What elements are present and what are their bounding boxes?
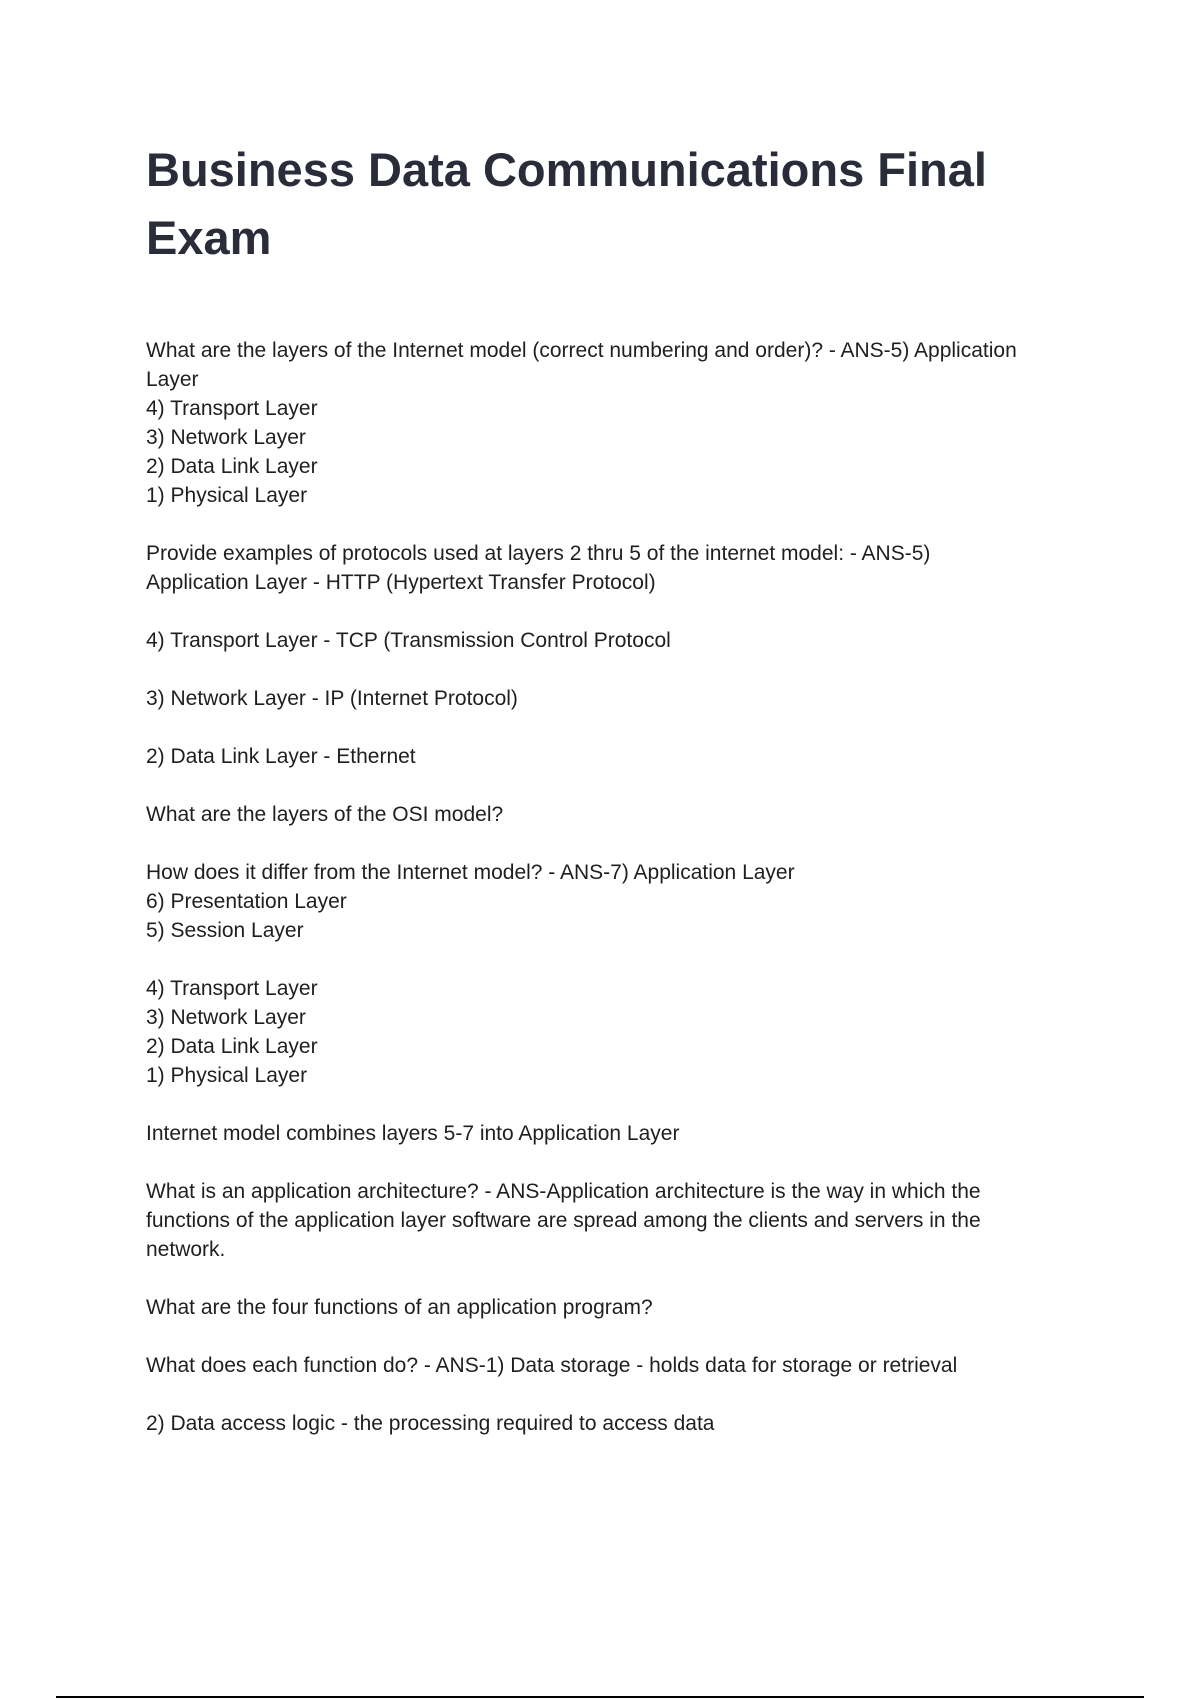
text-line: 3) Network Layer bbox=[146, 1006, 306, 1029]
text-line: What are the layers of the OSI model? bbox=[146, 803, 504, 826]
question-four-functions bbox=[146, 1293, 1076, 1322]
text-line: 2) Data Link Layer bbox=[146, 1035, 318, 1058]
text-line: network. bbox=[146, 1238, 226, 1261]
text-line: 2) Data Link Layer bbox=[146, 455, 318, 478]
text-line: 4) Transport Layer bbox=[146, 977, 318, 1000]
text-line: Layer bbox=[146, 368, 199, 391]
answer-data-access-logic bbox=[146, 1409, 1076, 1438]
text-line: 2) Data access logic - the processing required to access data bbox=[146, 1412, 715, 1435]
qa-application-architecture bbox=[146, 1177, 1076, 1264]
text-line: What does each function do? - ANS-1) Data storage - holds data for storage or retrieval bbox=[146, 1354, 958, 1377]
text-line: What are the four functions of an application program? bbox=[146, 1296, 653, 1319]
text-line: Application Layer - HTTP (Hypertext Transfer Protocol) bbox=[146, 571, 656, 594]
text-line: 4) Transport Layer - TCP (Transmission Control Protocol bbox=[146, 629, 671, 652]
text-line: functions of the application layer software are spread among the clients and servers in the bbox=[146, 1209, 981, 1232]
text-line: 4) Transport Layer bbox=[146, 397, 318, 420]
qa-protocol-examples bbox=[146, 539, 1076, 597]
text-line: 1) Physical Layer bbox=[146, 484, 308, 507]
text-line: What are the layers of the Internet model (correct numbering and order)? - ANS-5) Application bbox=[146, 339, 1017, 362]
text-line: 3) Network Layer - IP (Internet Protocol) bbox=[146, 687, 518, 710]
text-line: 6) Presentation Layer bbox=[146, 890, 347, 913]
qa-internet-model-layers bbox=[146, 336, 1076, 510]
answer-transport-protocol bbox=[146, 626, 1076, 655]
title-line-1: Business Data Communications Final bbox=[146, 143, 987, 196]
text-line: What is an application architecture? - ANS-Application architecture is the way in which the bbox=[146, 1180, 981, 1203]
text-line: Provide examples of protocols used at layers 2 thru 5 of the internet model: - ANS-5) bbox=[146, 542, 931, 565]
answer-network-protocol bbox=[146, 684, 1076, 713]
footer-divider bbox=[56, 1696, 1144, 1698]
title-line-2: Exam bbox=[146, 211, 272, 264]
qa-function-descriptions bbox=[146, 1351, 1076, 1380]
text-line: 2) Data Link Layer - Ethernet bbox=[146, 745, 416, 768]
osi-lower-layers bbox=[146, 974, 1076, 1090]
page-title bbox=[146, 136, 1106, 272]
text-line: How does it differ from the Internet model? - ANS-7) Application Layer bbox=[146, 861, 795, 884]
question-osi-layers bbox=[146, 800, 1076, 829]
document-body bbox=[146, 336, 1076, 1467]
qa-osi-differences bbox=[146, 858, 1076, 945]
text-line: Internet model combines layers 5-7 into Application Layer bbox=[146, 1122, 680, 1145]
internet-model-note bbox=[146, 1119, 1076, 1148]
answer-datalink-protocol bbox=[146, 742, 1076, 771]
text-line: 3) Network Layer bbox=[146, 426, 306, 449]
text-line: 1) Physical Layer bbox=[146, 1064, 308, 1087]
text-line: 5) Session Layer bbox=[146, 919, 304, 942]
